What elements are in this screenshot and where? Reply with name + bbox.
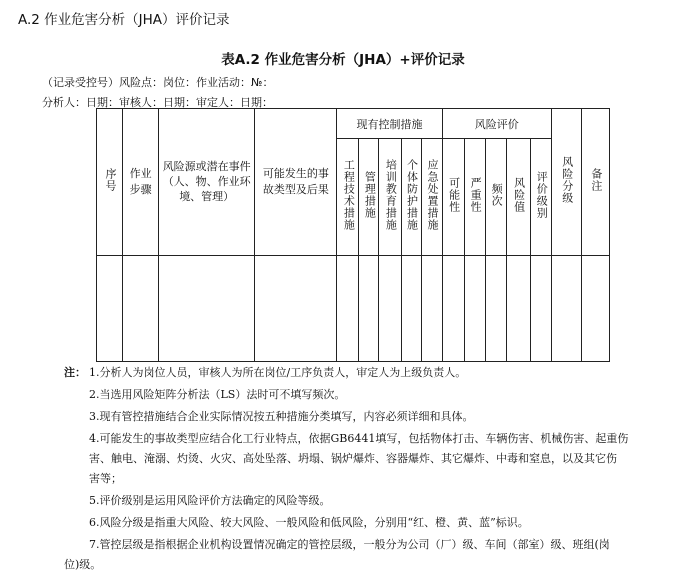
signoff-info-line: 分析人：日期：审核人：日期：审定人：日期： [42,96,273,109]
header-engineering-text: 工程技术措施 [342,159,356,232]
header-step-text: 作业步骤 [129,167,152,196]
jha-evaluation-table [96,108,610,362]
header-remarks [581,109,609,256]
note-item: 6.风险分级是指重大风险、较大风险、一般风险和低风险，分别用“红、橙、黄、蓝”标识。 [89,516,529,529]
header-current-controls [337,109,442,139]
header-risk-value-text: 风险值 [512,177,526,214]
header-emergency-text: 应急处置措施 [426,159,439,232]
table-cell[interactable] [337,255,359,361]
header-current-controls-text: 现有控制措施 [356,117,423,131]
note-item: 5.评价级别是运用风险评价方法确定的风险等级。 [89,494,331,507]
header-risk-level [551,109,581,256]
header-risk-value [506,139,530,255]
table-cell[interactable] [506,255,530,361]
header-risk-evaluation [442,109,551,139]
note-item: 害等； [89,472,122,485]
header-severity-text: 严重性 [469,177,483,214]
note-item: 位)级。 [64,558,102,571]
header-accident-type-text: 可能发生的事故类型及后果 [262,167,329,196]
table-cell[interactable] [530,255,551,361]
note-item: 3.现有管控措施结合企业实际情况按五种措施分类填写，内容必须详细和具体。 [89,410,474,423]
header-training [379,139,401,255]
record-info-line: （记录受控号）风险点：岗位：作业活动：№： [42,76,274,89]
note-item: 7.管控层级是指根据企业机构设置情况确定的管控层级，一般分为公司（厂）级、车间（部室）级、班组(岗 [89,538,610,551]
header-possibility-text: 可能性 [447,177,461,214]
header-training-text: 培训教育措施 [384,159,398,232]
table-cell[interactable] [442,255,464,361]
table-row [97,255,610,361]
header-step [123,109,159,256]
header-eval-level-text: 评价级别 [535,171,549,220]
header-accident-type [255,109,337,256]
header-risk-source-text: 风险源或潜在事件（人、物、作业环境、管理） [162,159,251,204]
table-cell[interactable] [159,255,255,361]
header-management [359,139,379,255]
table-cell[interactable] [401,255,421,361]
table-cell[interactable] [379,255,401,361]
section-title: A.2 作业危害分析（JHA）评价记录 [18,12,230,28]
header-frequency-text: 频次 [490,183,504,208]
header-engineering [337,139,359,255]
notes-label: 注： [64,366,86,379]
header-ppe-text: 个体防护措施 [405,159,419,232]
note-item: 害、触电、淹溺、灼烫、火灾、高处坠落、坍塌、锅炉爆炸、容器爆炸、其它爆炸、中毒和窒息，以及其它伤 [89,452,617,465]
note-item: 1.分析人为岗位人员，审核人为所在岗位/工序负责人，审定人为上级负责人。 [89,366,467,379]
table-title: 表A.2 作业危害分析（JHA）+评价记录 [221,52,465,68]
note-item: 2.当选用风险矩阵分析法（LS）法时可不填写频次。 [89,388,346,401]
header-risk-source [159,109,255,256]
header-frequency [485,139,506,255]
table-cell[interactable] [123,255,159,361]
table-cell[interactable] [551,255,581,361]
header-seq-text: 序号 [103,168,117,193]
table-cell[interactable] [359,255,379,361]
note-item: 4.可能发生的事故类型应结合化工行业特点，依据GB6441填写，包括物体打击、车辆伤害、机械伤害、起重伤 [89,432,629,445]
table-cell[interactable] [464,255,485,361]
header-possibility [442,139,464,255]
header-seq [97,109,123,256]
header-management-text: 管理措施 [363,171,377,220]
header-risk-evaluation-text: 风险评价 [474,117,519,131]
header-remarks-text: 备注 [589,168,603,193]
table-cell[interactable] [97,255,123,361]
header-risk-level-text: 风险分级 [560,156,574,205]
table-cell[interactable] [581,255,609,361]
header-severity [464,139,485,255]
table-cell[interactable] [485,255,506,361]
header-emergency [421,139,442,255]
table-cell[interactable] [421,255,442,361]
header-ppe [401,139,421,255]
header-eval-level [530,139,551,255]
table-cell[interactable] [255,255,337,361]
